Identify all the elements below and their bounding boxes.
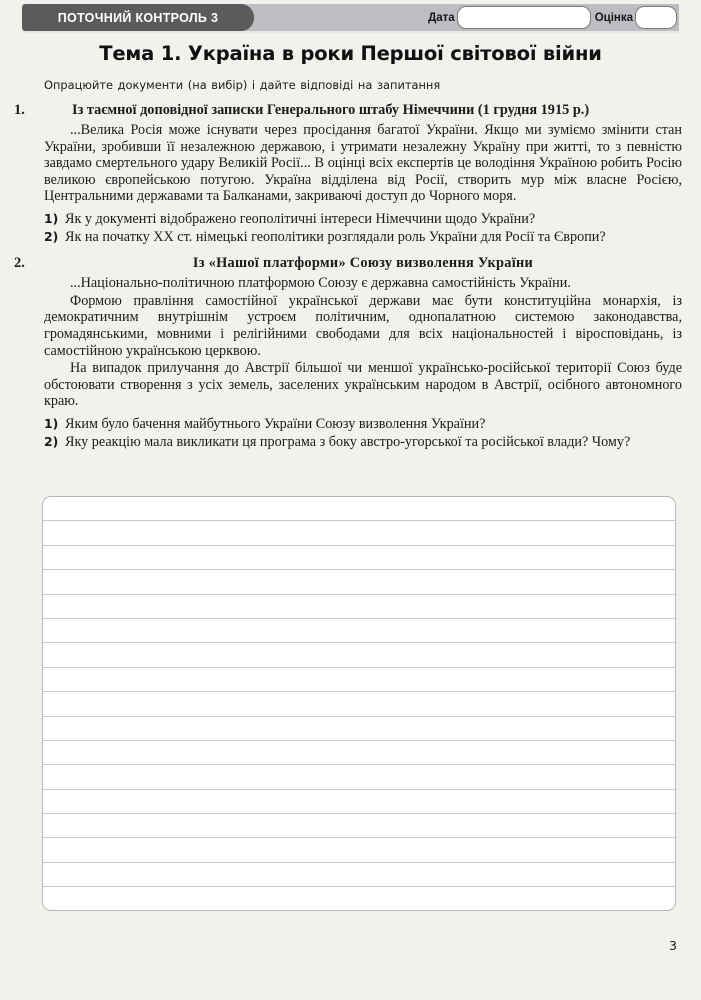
mark-input[interactable] [635, 6, 677, 29]
answer-area[interactable] [42, 496, 676, 911]
question-text: Як на початку ХХ ст. німецькі геополітики розглядали роль України для Росії та Європи? [65, 228, 606, 245]
date-input[interactable] [457, 6, 591, 29]
document-paragraph: ...Велика Росія може існувати через просідання багатої України. Якщо ми зуміємо змінити стан України, зробивши її незалежною державою, і утримати незалежну Україну при житті, то з певністю завдамо смертельного удару Великій Росії... В оцінці всіх експертів це володіння Україною робить Росію великою європейською потугою. Україна відділена від Росії, створить мур між власне Росією, Центральними державами та Балканами, закриваючі доступ до Чорного моря. [44, 122, 682, 205]
answer-line[interactable] [43, 814, 675, 838]
answer-line[interactable] [43, 595, 675, 619]
document-body-2 [44, 255, 682, 450]
page-number: 3 [669, 938, 677, 953]
mark-field-group [595, 4, 677, 31]
question-item [44, 229, 682, 246]
question-marker: 1) [44, 210, 59, 226]
page-header-bar [22, 4, 679, 31]
answer-line[interactable] [43, 863, 675, 887]
document-block-1 [14, 102, 682, 245]
question-marker: 2) [44, 228, 59, 244]
content-column [14, 78, 682, 454]
date-label: Дата [428, 11, 455, 24]
document-paragraph: ...Національно-політичною платформою Союзу є державна самостійність України. [70, 275, 571, 292]
control-tab-label: ПОТОЧНИЙ КОНТРОЛЬ 3 [57, 10, 219, 25]
answer-line[interactable] [43, 619, 675, 643]
answer-line[interactable] [43, 887, 675, 911]
answer-line[interactable] [43, 838, 675, 862]
question-list-2 [44, 416, 682, 450]
document-number-1: 1. [14, 102, 25, 118]
answer-line[interactable] [43, 765, 675, 789]
question-text: Яку реакцію мала викликати ця програма з боку австро-угорської та російської влади? Чому? [65, 433, 631, 450]
date-field-group [428, 4, 591, 31]
answer-line[interactable] [43, 692, 675, 716]
question-item [44, 416, 682, 433]
page-title: Тема 1. Україна в роки Першої світової війни [99, 42, 602, 65]
answer-line[interactable] [43, 546, 675, 570]
question-text: Яким було бачення майбутнього України Союзу визволення України? [65, 415, 486, 432]
document-number-2: 2. [14, 255, 25, 272]
answer-line[interactable] [43, 717, 675, 741]
answer-line[interactable] [43, 668, 675, 692]
document-heading-1: Із таємної доповідної записки Генерального штабу Німеччини (1 грудня 1915 р.) [72, 102, 590, 118]
document-body-1 [44, 102, 682, 245]
answer-line[interactable] [43, 497, 675, 521]
header-divider [22, 31, 679, 33]
question-text: Як у документі відображено геополітичні інтереси Німеччини щодо України? [65, 210, 536, 227]
question-list-1 [44, 211, 682, 245]
document-paragraph: На випадок прилучання до Австрії більшої чи меншої українсько-російської території Союз буде обстоювати створення з усіх земель, заселених українським народом в Австрії, осібного автономного краю. [44, 360, 682, 410]
answer-line[interactable] [43, 643, 675, 667]
instruction-text: Опрацюйте документи (на вибір) і дайте відповіді на запитання [44, 78, 441, 92]
document-block-2 [14, 255, 682, 450]
question-item [44, 211, 682, 228]
question-marker: 2) [44, 433, 59, 449]
answer-line[interactable] [43, 790, 675, 814]
answer-line[interactable] [43, 570, 675, 594]
document-paragraph: Формою правління самостійної української держави має бути конституційна монархія, із демократичним внутрішнім устроєм політичним, однопалатною системою законодавства, громадянськими, мовними і релігійними свободами для всіх національностей і віросповідань, із самостійною українською церквою. [44, 292, 682, 359]
answer-line[interactable] [43, 741, 675, 765]
control-tab [22, 4, 254, 31]
mark-label: Оцінка [594, 11, 633, 24]
question-marker: 1) [44, 415, 59, 431]
document-heading-2: Із «Нашої платформи» Союзу визволення України [192, 255, 534, 272]
question-item [44, 434, 682, 451]
answer-line[interactable] [43, 521, 675, 545]
